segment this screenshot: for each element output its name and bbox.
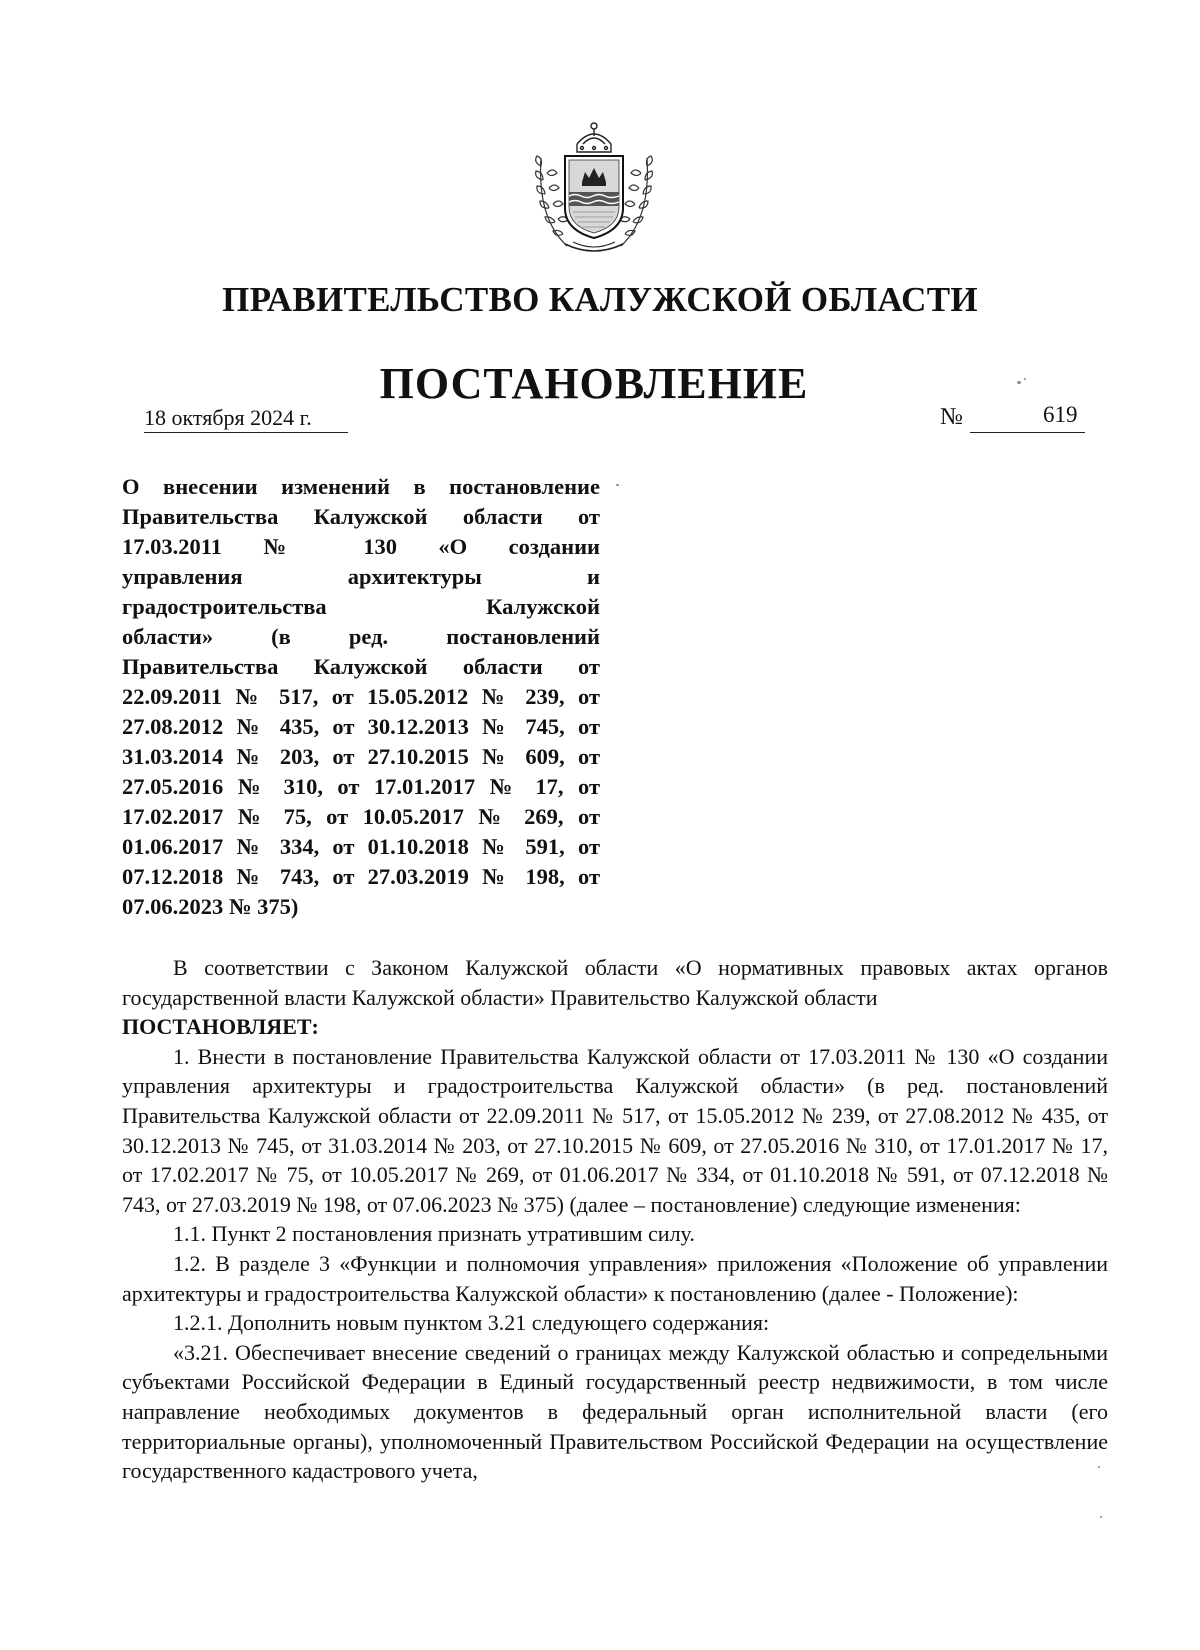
heading-line: 17.02.2017 № 75, от 10.05.2017 № 269, от [122,804,600,829]
scan-speck [1024,378,1026,380]
government-title: ПРАВИТЕЛЬСТВО КАЛУЖСКОЙ ОБЛАСТИ [222,280,978,319]
heading-line: 17.03.2011 № 130 «О создании [122,534,600,559]
heading-line: градостроительства Калужской [122,594,600,619]
document-type-title: ПОСТАНОВЛЕНИЕ [379,359,809,408]
item-1-2-paragraph: 1.2. В разделе 3 «Функции и полномочия управления» приложения «Положение об управлении архитектуры и градостроительства Калужской области» к постановлению (далее - Положение): [122,1250,1108,1306]
document-number-label: № [940,404,963,430]
scan-speck [616,484,619,486]
heading-line: 22.09.2011 № 517, от 15.05.2012 № 239, от [122,684,600,709]
heading-line: 27.08.2012 № 435, от 30.12.2013 № 745, от [122,714,600,739]
heading-line: Правительства Калужской области от [122,504,600,529]
item-3-21-paragraph: «3.21. Обеспечивает внесение сведений о границах между Калужской областью и сопредельными субъектами Российской Федерации в Единый государственный реестр недвижимости, в том числе направление необходимых документов в федеральный орган исполнительной власти (его территориальные органы), уполномоченный Правительством Российской Федерации на осуществление государственного кадастрового учета, [122,1339,1108,1484]
document-date: 18 октября 2024 г. [144,405,312,430]
item-1-2-1-paragraph: 1.2.1. Дополнить новым пунктом 3.21 следующего содержания: [173,1310,770,1336]
coat-of-arms-emblem [527,118,661,256]
document-number-value: 619 [1043,402,1078,427]
item-1-paragraph: 1. Внести в постановление Правительства Калужской области от 17.03.2011 № 130 «О создании управления архитектуры и градостроительства Калужской области» (в ред. постановлений Правительства Калужской области от 22.09.2011 № 517, от 15.05.2012 № 239, от 27.08.2012 № 435, от 30.12.2013 № 745, от 31.03.2014 № 203, от 27.10.2015 № 609, от 27.05.2016 № 310, от 17.01.2017 № 17, от 17.02.2017 № 75, от 10.05.2017 № 269, от 01.06.2017 № 334, от 01.10.2018 № 591, от 07.12.2018 № 743, от 27.03.2019 № 198, от 07.06.2023 № 375) (далее – постановление) следующие изменения: [122,1043,1108,1217]
scan-speck [1100,1516,1102,1518]
scan-speck [1098,1466,1100,1468]
heading-line: 31.03.2014 № 203, от 27.10.2015 № 609, от [122,744,600,769]
resolution-heading [122,472,600,922]
heading-line: 01.06.2017 № 334, от 01.10.2018 № 591, от [122,834,600,859]
number-underline [970,432,1085,433]
item-1-1-paragraph: 1.1. Пункт 2 постановления признать утратившим силу. [173,1221,695,1247]
heading-line: 27.05.2016 № 310, от 17.01.2017 № 17, от [122,774,600,799]
resolution-body [122,953,1108,1486]
heading-line: области» (в ред. постановлений [122,624,600,649]
scan-speck [1017,381,1021,384]
preamble-paragraph: В соответствии с Законом Калужской области «О нормативных правовых актах органов государственной власти Калужской области» Правительство Калужской области [122,955,1108,1010]
heading-line: 07.12.2018 № 743, от 27.03.2019 № 198, от [122,864,600,889]
heading-line: управления архитектуры и [122,564,600,589]
heading-line: 07.06.2023 № 375) [122,894,299,919]
resolves-keyword: ПОСТАНОВЛЯЕТ: [122,1014,319,1040]
heading-line: О внесении изменений в постановление [122,474,600,499]
date-underline [144,432,348,433]
heading-line: Правительства Калужской области от [122,654,600,679]
